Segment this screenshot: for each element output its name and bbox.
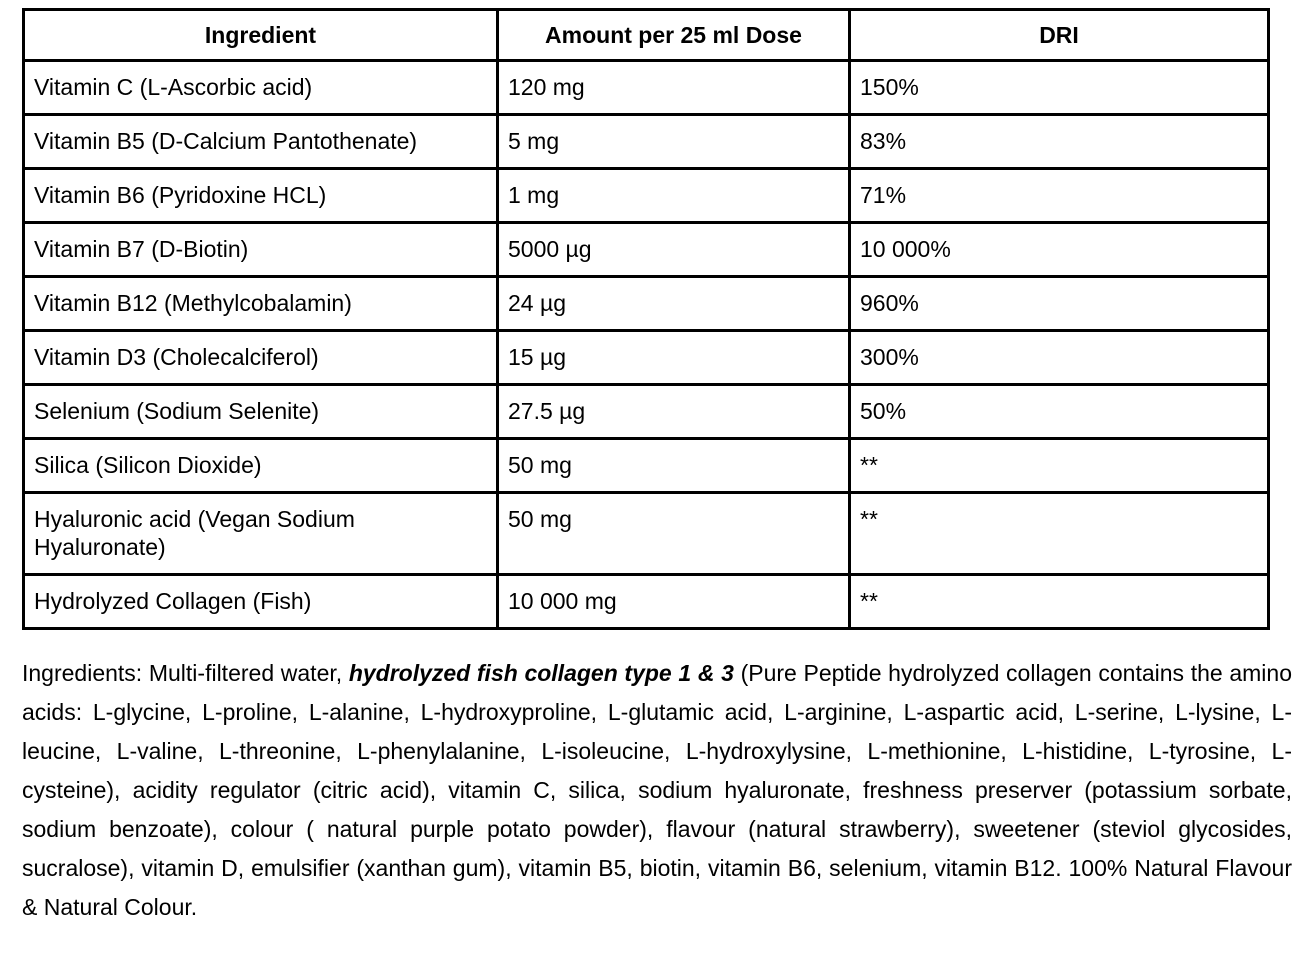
table-cell-ingredient: Hydrolyzed Collagen (Fish) [24, 575, 498, 629]
table-cell-ingredient: Vitamin B7 (D-Biotin) [24, 223, 498, 277]
table-row [24, 439, 1269, 493]
table-cell-ingredient: Vitamin C (L-Ascorbic acid) [24, 61, 498, 115]
table-row [24, 385, 1269, 439]
table-cell-ingredient: Vitamin D3 (Cholecalciferol) [24, 331, 498, 385]
ingredients-text-collagen-emphasis: hydrolyzed fish collagen type 1 & 3 [348, 660, 734, 686]
table-row [24, 61, 1269, 115]
table-cell-amount: 50 mg [498, 439, 850, 493]
ingredients-text-suffix: (Pure Peptide hydrolyzed collagen contains the amino acids: L-glycine, L-proline, L-alanine, L-hydroxyproline, L-glutamic acid, L-arginine, L-aspartic acid, L-serine, L-lysine, L-leucine, L-valine, L-threonine, L-phenylalanine, L-isoleucine, L-hydroxylysine, L-methionine, L-histidine, L-tyrosine, L-cysteine), acidity regulator (citric acid), vitamin C, silica, sodium hyaluronate, freshness preserver (potassium sorbate, sodium benzoate), colour ( natural purple potato powder), flavour (natural strawberry), sweetener (steviol glycosides, sucralose), vitamin D, emulsifier (xanthan gum), vitamin B5, biotin, vitamin B6, selenium, vitamin B12. 100% Natural Flavour & Natural Colour. [22, 660, 1293, 920]
table-cell-dri: 960% [850, 277, 1269, 331]
table-row [24, 277, 1269, 331]
table-cell-amount: 27.5 µg [498, 385, 850, 439]
ingredients-text-prefix: Ingredients: Multi-filtered water, [22, 660, 349, 686]
col-header-amount: Amount per 25 ml Dose [498, 10, 850, 61]
table-cell-amount: 10 000 mg [498, 575, 850, 629]
table-cell-amount: 5 mg [498, 115, 850, 169]
table-cell-ingredient: Hyaluronic acid (Vegan Sodium Hyaluronate) [24, 493, 498, 575]
table-row [24, 115, 1269, 169]
table-body [24, 61, 1269, 629]
table-cell-ingredient: Vitamin B12 (Methylcobalamin) [24, 277, 498, 331]
ingredients-paragraph [22, 654, 1292, 927]
table-cell-dri: 71% [850, 169, 1269, 223]
table-row [24, 223, 1269, 277]
table-row [24, 331, 1269, 385]
table-cell-dri: 10 000% [850, 223, 1269, 277]
supplement-facts-table [22, 8, 1270, 630]
table-header [24, 10, 1269, 61]
table-cell-dri: 83% [850, 115, 1269, 169]
table-cell-amount: 50 mg [498, 493, 850, 575]
table-cell-ingredient: Vitamin B6 (Pyridoxine HCL) [24, 169, 498, 223]
table-cell-dri: ** [850, 439, 1269, 493]
table-cell-amount: 1 mg [498, 169, 850, 223]
table-cell-amount: 15 µg [498, 331, 850, 385]
table-cell-ingredient: Selenium (Sodium Selenite) [24, 385, 498, 439]
table-cell-ingredient: Vitamin B5 (D-Calcium Pantothenate) [24, 115, 498, 169]
table-row [24, 575, 1269, 629]
table-cell-amount: 5000 µg [498, 223, 850, 277]
table-row [24, 169, 1269, 223]
table-cell-dri: 150% [850, 61, 1269, 115]
table-cell-dri: 50% [850, 385, 1269, 439]
table-cell-dri: ** [850, 575, 1269, 629]
table-row [24, 493, 1269, 575]
col-header-ingredient: Ingredient [24, 10, 498, 61]
col-header-dri: DRI [850, 10, 1269, 61]
table-cell-ingredient: Silica (Silicon Dioxide) [24, 439, 498, 493]
table-cell-dri: ** [850, 493, 1269, 575]
table-cell-amount: 24 µg [498, 277, 850, 331]
header-row [24, 10, 1269, 61]
table-cell-amount: 120 mg [498, 61, 850, 115]
table-cell-dri: 300% [850, 331, 1269, 385]
